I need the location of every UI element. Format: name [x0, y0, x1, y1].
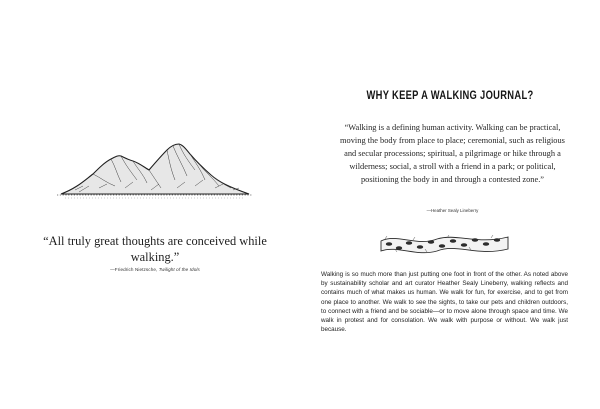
right-page [300, 0, 600, 409]
nietzsche-quote: “All truly great thoughts are conceived while walking.” [43, 234, 267, 264]
mountain-icon [55, 128, 255, 203]
attribution-author: —Friedrich Nietzsche, [110, 267, 159, 272]
footprints-icon [377, 227, 512, 257]
quote-attribution [40, 267, 270, 272]
attribution-work-title: Twilight of the Idols [158, 267, 200, 272]
lineberry-attribution: —Heather Sealy Lineberry [426, 208, 479, 213]
lineberry-quote: “Walking is a defining human activity. Walking can be practical, moving the body from place to place; ceremonial, such as religious and secular processions; spiritual, a pilgrimage or hike through a wilderness; social, a stroll with a friend in a park; or political, positioning the body in and through a contested zone.” [340, 123, 565, 184]
section-heading: WHY KEEP A WALKING JOURNAL? [366, 88, 534, 102]
body-paragraph: Walking is so much more than just putting one foot in front of the other. As noted above by sustainability scholar and art curator Heather Sealy Lineberry, walking reflects and contains much of what makes us human. We walk for fun, for exercise, and to get from one place to another. We walk to see the sights, to take our pets and children outdoors, to connect with a friend and be sociable—or to move alone through space and time. We walk in protest and for consolation. We walk with purpose or without. We walk just because. [321, 271, 568, 334]
